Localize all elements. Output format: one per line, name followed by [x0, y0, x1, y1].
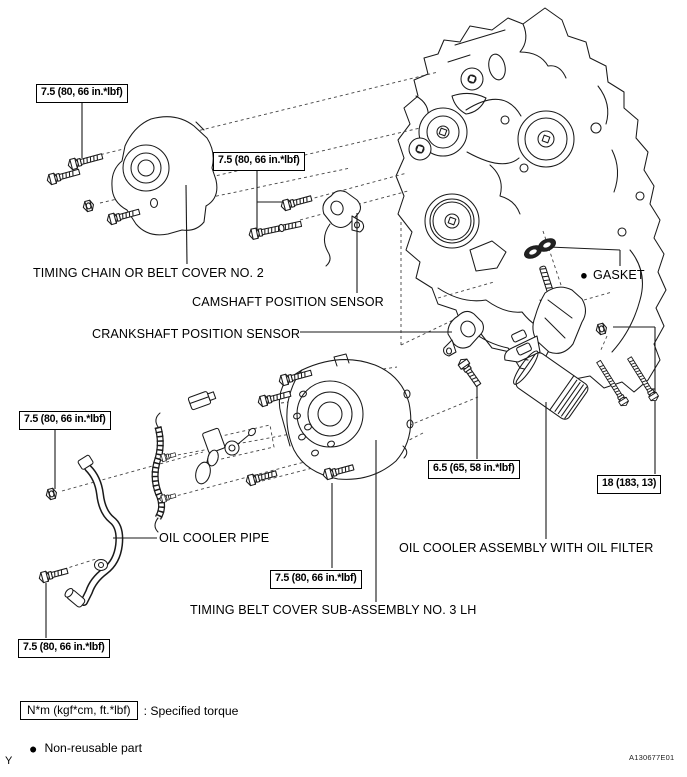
figure-code: A130677E01: [629, 753, 675, 762]
legend-nonreusable-text: Non-reusable part: [44, 741, 143, 755]
torque-callout-cover3: 7.5 (80, 66 in.*lbf): [270, 570, 362, 589]
label-timing-belt-cover-no3: TIMING BELT COVER SUB-ASSEMBLY NO. 3 LH: [190, 603, 477, 617]
nonreusable-bullet-icon: ●: [29, 740, 38, 757]
bolt-icon: [257, 389, 292, 408]
label-crankshaft-sensor: CRANKSHAFT POSITION SENSOR: [92, 327, 301, 341]
nut-icon: [82, 200, 95, 213]
bolt-icon: [245, 468, 278, 486]
legend-torque-text: : Specified torque: [143, 703, 239, 718]
bolt-icon: [248, 219, 302, 240]
legend-torque-unit-box: N*m (kgf*cm, ft.*lbf): [20, 701, 138, 720]
nut-icon: [45, 488, 58, 501]
torque-callout-crank-sensor: 6.5 (65, 58 in.*lbf): [428, 460, 520, 479]
engine-assembly-drawing: [396, 8, 666, 392]
label-gasket-text: GASKET: [592, 268, 645, 282]
torque-callout-pipe-upper: 7.5 (80, 66 in.*lbf): [19, 411, 111, 430]
torque-callout-pipe-lower: 7.5 (80, 66 in.*lbf): [18, 639, 110, 658]
torque-callout-cover2: 7.5 (80, 66 in.*lbf): [36, 84, 128, 103]
nonreusable-bullet-icon: ●: [580, 267, 588, 283]
legend-specified-torque: [20, 701, 238, 720]
page-marker: Y: [5, 755, 13, 767]
torque-callout-cooler-bolts: 18 (183, 13): [597, 475, 661, 494]
label-gasket: [580, 267, 645, 283]
legend-nonreusable: [29, 740, 142, 756]
bolt-icon: [67, 151, 103, 170]
label-timing-chain-cover-no2: TIMING CHAIN OR BELT COVER NO. 2: [33, 266, 264, 280]
bolt-icon: [280, 193, 313, 211]
label-oil-cooler-pipe: OIL COOLER PIPE: [159, 531, 270, 545]
label-camshaft-sensor: CAMSHAFT POSITION SENSOR: [192, 295, 384, 309]
label-oil-cooler-assembly: OIL COOLER ASSEMBLY WITH OIL FILTER: [399, 541, 654, 555]
torque-callout-cam-sensor: 7.5 (80, 66 in.*lbf): [213, 152, 305, 171]
bolt-icon: [38, 566, 69, 584]
wire-harness-drawing: [155, 389, 257, 532]
bolt-icon: [457, 357, 483, 388]
crankshaft-sensor-drawing: [444, 311, 484, 356]
bolt-icon: [46, 167, 81, 186]
